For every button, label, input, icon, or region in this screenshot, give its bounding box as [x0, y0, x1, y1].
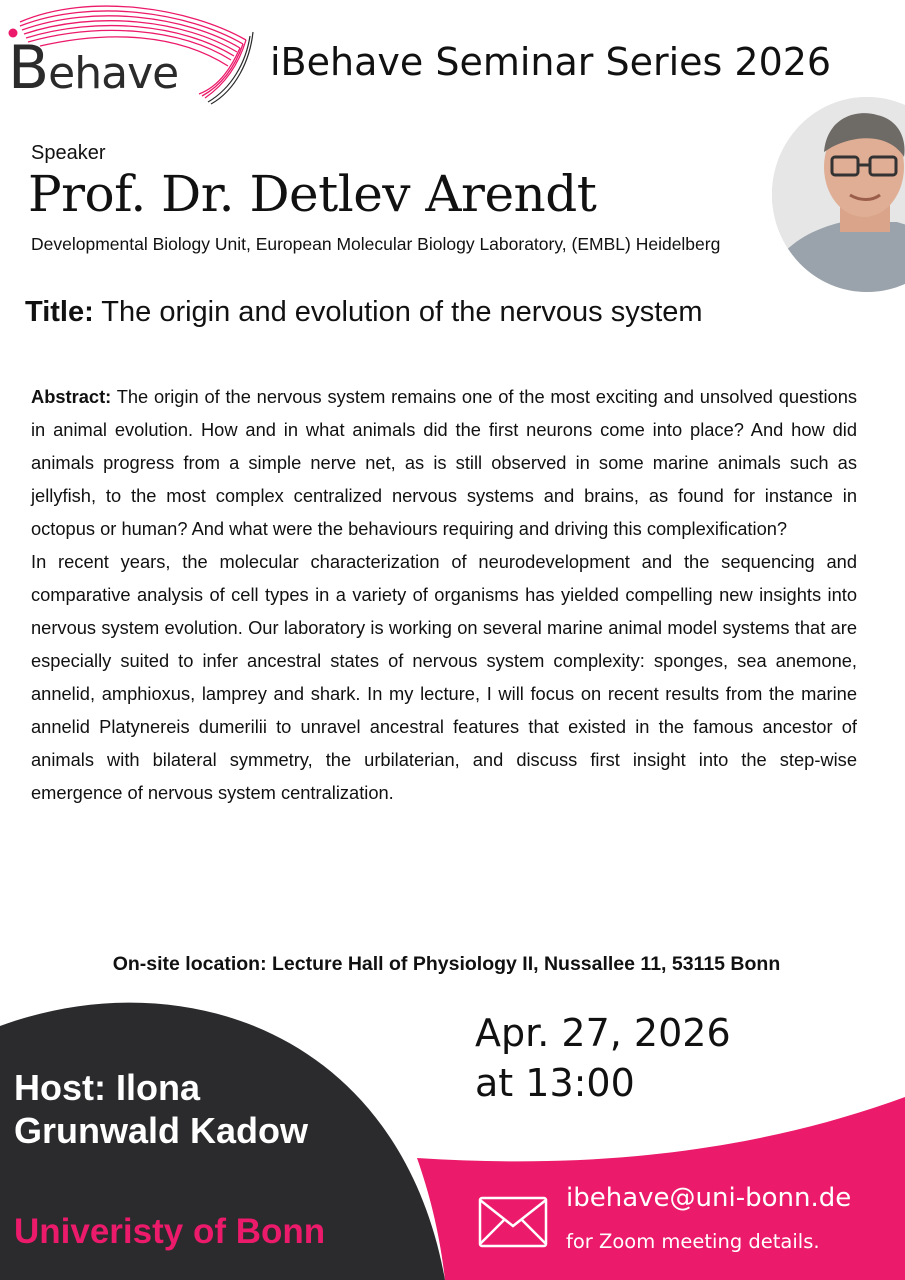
abstract-label: Abstract: — [31, 386, 112, 407]
talk-title-text: The origin and evolution of the nervous system — [101, 296, 703, 328]
abstract — [31, 380, 857, 809]
talk-title-label: Title: — [25, 296, 94, 328]
event-date — [475, 1008, 731, 1108]
event-date-day: Apr. 27, 2026 — [475, 1011, 731, 1055]
host-line-2: Grunwald Kadow — [14, 1110, 309, 1151]
speaker-label: Speaker — [31, 142, 106, 164]
logo-wordmark: Behave — [8, 33, 179, 103]
abstract-paragraph-2: In recent years, the molecular characterization of neurodevelopment and the sequencing and comparative analysis of cell types in a variety of organisms has yielded compelling new insights into nervous system evolution. Our laboratory is working on several marine animal model systems that are especially suited to infer ancestral states of nervous system complexity: sponges, sea anemone, annelid, amphioxus, lamprey and shark. In my lecture, I will focus on recent results from the marine annelid Platynereis dumerilii to unravel ancestral features that existed in the famous ancestor of animals with bilateral symmetry, the urbilaterian, and discuss first insight into the step-wise emergence of nervous system centralization. — [31, 551, 857, 803]
host — [14, 1066, 308, 1152]
host-line-1: Host: Ilona — [14, 1067, 200, 1108]
contact-note: for Zoom meeting details. — [566, 1230, 820, 1253]
host-university: Univeristy of Bonn — [14, 1212, 326, 1251]
location: On-site location: Lecture Hall of Physiology II, Nussallee 11, 53115 Bonn — [112, 953, 781, 975]
series-title: iBehave Seminar Series 2026 — [270, 40, 832, 84]
talk-title — [25, 292, 765, 332]
abstract-paragraph-1: Abstract: The origin of the nervous system remains one of the most exciting and unsolved questions in animal evolution. How and in what animals did the first neurons come into place? And how did animals progress from a simple nerve net, as is still observed in some marine animals such as jellyfish, to the most complex centralized nervous systems and brains, as found for instance in octopus or human? And what were the behaviours requiring and driving this complexification? — [31, 386, 858, 539]
speaker-name: Prof. Dr. Detlev Arendt — [28, 165, 597, 223]
contact-email[interactable]: ibehave@uni-bonn.de — [566, 1183, 852, 1213]
mail-icon — [478, 1196, 548, 1248]
ibehave-logo — [0, 0, 260, 110]
speaker-affiliation: Developmental Biology Unit, European Molecular Biology Laboratory, (EMBL) Heidelberg — [31, 234, 721, 254]
event-time: at 13:00 — [475, 1061, 635, 1105]
